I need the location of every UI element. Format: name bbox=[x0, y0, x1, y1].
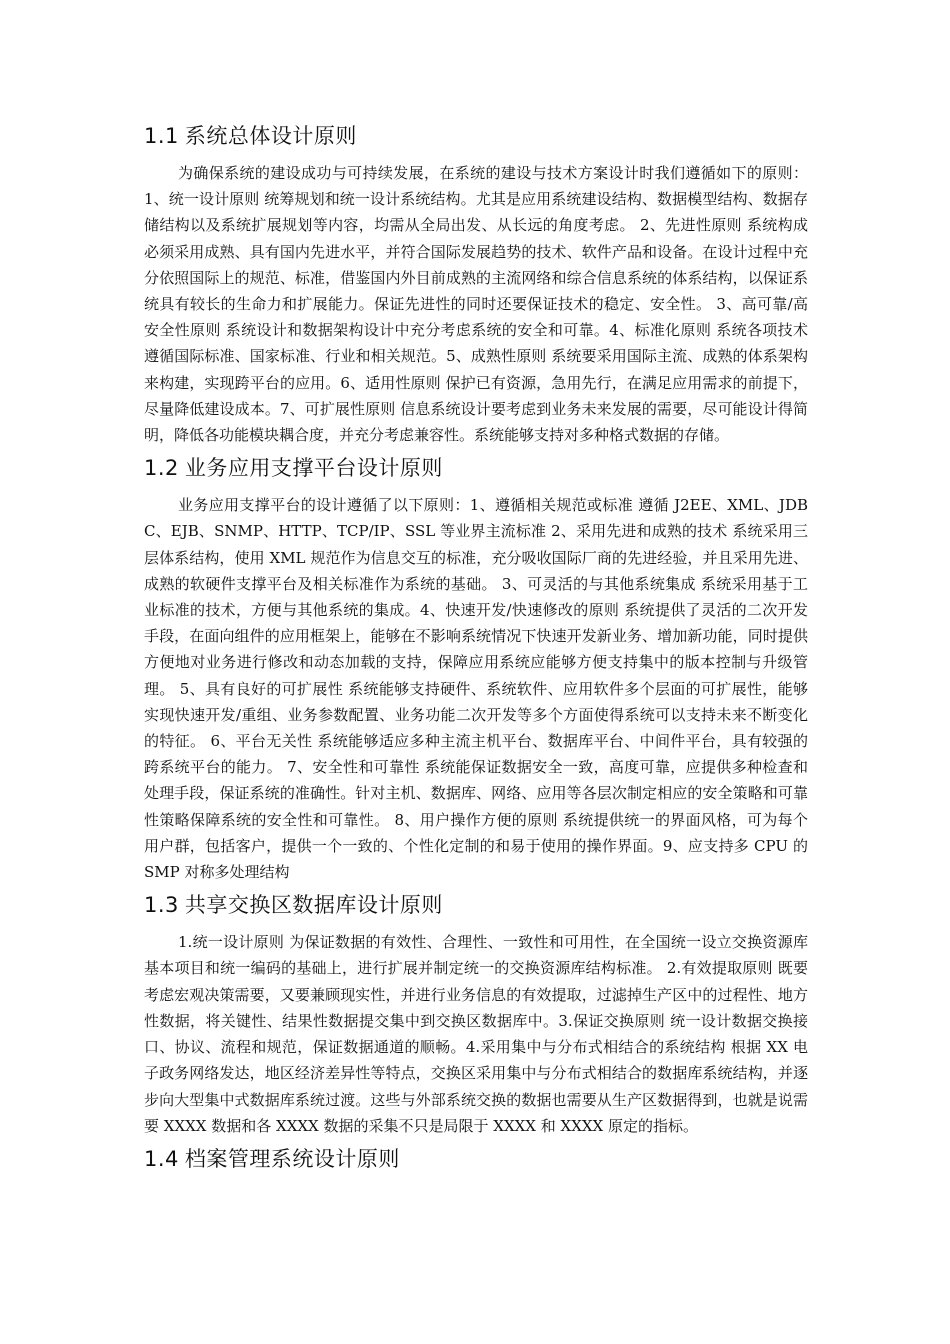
section-paragraph: 为确保系统的建设成功与可持续发展，在系统的建设与技术方案设计时我们遵循如下的原则：1、统一设计原则 统筹规划和统一设计系统结构。尤其是应用系统建设结构、数据模型结构、数据存储结构以及系统扩展规划等内容，均需从全局出发、从长远的角度考虑。 2、先进性原则 系统构成必须采用成熟、具有国内先进水平，并符合国际发展趋势的技术、软件产品和设备。在设计过程中充分依照国际上的规范、标准，借鉴国内外目前成熟的主流网络和综合信息系统的体系结构，以保证系统具有较长的生命力和扩展能力。保证先进性的同时还要保证技术的稳定、安全性。 3、高可靠/高安全性原则 系统设计和数据架构设计中充分考虑系统的安全和可靠。4、标准化原则 系统各项技术遵循国际标准、国家标准、行业和相关规范。5、成熟性原则 系统要采用国际主流、成熟的体系架构来构建，实现跨平台的应用。6、适用性原则 保护已有资源，急用先行，在满足应用需求的前提下，尽量降低建设成本。7、可扩展性原则 信息系统设计要考虑到业务未来发展的需要，尽可能设计得简明，降低各功能模块耦合度，并充分考虑兼容性。系统能够支持对多种格式数据的存储。 bbox=[144, 164, 808, 445]
section-title: 系统总体设计原则 bbox=[184, 124, 357, 148]
section-archive-design-principles bbox=[144, 1145, 808, 1173]
section-paragraph: 业务应用支撑平台的设计遵循了以下原则：1、遵循相关规范或标准 遵循 J2EE、XML、JDBC、EJB、SNMP、HTTP、TCP/IP、SSL 等业界主流标准 2、采用先进和成熟的技术 系统采用三层体系结构，使用 XML 规范作为信息交互的标准，充分吸收国际厂商的先进经验，并且采用先进、成熟的软硬件支撑平台及相关标准作为系统的基础。 3、可灵活的与其他系统集成 系统采用基于工业标准的技术，方便与其他系统的集成。4、快速开发/快速修改的原则 系统提供了灵活的二次开发手段，在面向组件的应用框架上，能够在不影响系统情况下快速开发新业务、增加新功能，同时提供方便地对业务进行修改和动态加载的支持，保障应用系统应能够方便支持集中的版本控制与升级管理。 5、具有良好的可扩展性 系统能够支持硬件、系统软件、应用软件多个层面的可扩展性，能够实现快速开发/重组、业务参数配置、业务功能二次开发等多个方面使得系统可以支持未来不断变化的特征。 6、平台无关性 系统能够适应多种主流主机平台、数据库平台、中间件平台，具有较强的跨系统平台的能力。 7、安全性和可靠性 系统能保证数据安全一致，高度可靠，应提供多种检查和处理手段，保证系统的准确性。针对主机、数据库、网络、应用等各层次制定相应的安全策略和可靠性策略保障系统的安全性和可靠性。 8、用户操作方便的原则 系统提供统一的界面风格，可为每个用户群，包括客户，提供一个一致的、个性化定制的和易于使用的操作界面。9、应支持多 CPU 的 SMP 对称多处理结构 bbox=[144, 496, 808, 882]
section-number: 1.2 bbox=[144, 456, 179, 481]
section-title: 共享交换区数据库设计原则 bbox=[184, 893, 443, 918]
section-platform-design-principles bbox=[144, 454, 808, 885]
section-system-design-principles bbox=[144, 122, 808, 448]
section-database-design-principles bbox=[144, 891, 808, 1139]
section-number: 1.1 bbox=[144, 124, 179, 148]
section-paragraph: 1.统一设计原则 为保证数据的有效性、合理性、一致性和可用性，在全国统一设立交换资源库基本项目和统一编码的基础上，进行扩展并制定统一的交换资源库结构标准。 2.有效提取原则 既要考虑宏观决策需要，又要兼顾现实性，并进行业务信息的有效提取，过滤掉生产区中的过程性、地方性数据，将关键性、结果性数据提交集中到交换区数据库中。3.保证交换原则 统一设计数据交换接口、协议、流程和规范，保证数据通道的顺畅。4.采用集中与分布式相结合的系统结构 根据 XX 电子政务网络发达，地区经济差异性等特点，交换区采用集中与分布式相结合的数据库系统结构，并逐步向大型集中式数据库系统过渡。这些与外部系统交换的数据也需要从生产区数据得到，也就是说需要 XXXX 数据和各 XXXX 数据的采集不只是局限于 XXXX 和 XXXX 原定的指标。 bbox=[144, 933, 808, 1135]
section-heading bbox=[144, 122, 808, 150]
section-heading bbox=[144, 1145, 808, 1173]
section-heading bbox=[144, 891, 808, 919]
section-title: 档案管理系统设计原则 bbox=[184, 1146, 400, 1171]
document-page bbox=[144, 122, 808, 1183]
section-title: 业务应用支撑平台设计原则 bbox=[184, 456, 443, 481]
section-number: 1.4 bbox=[144, 1146, 179, 1171]
section-number: 1.3 bbox=[144, 893, 179, 918]
section-heading bbox=[144, 454, 808, 482]
